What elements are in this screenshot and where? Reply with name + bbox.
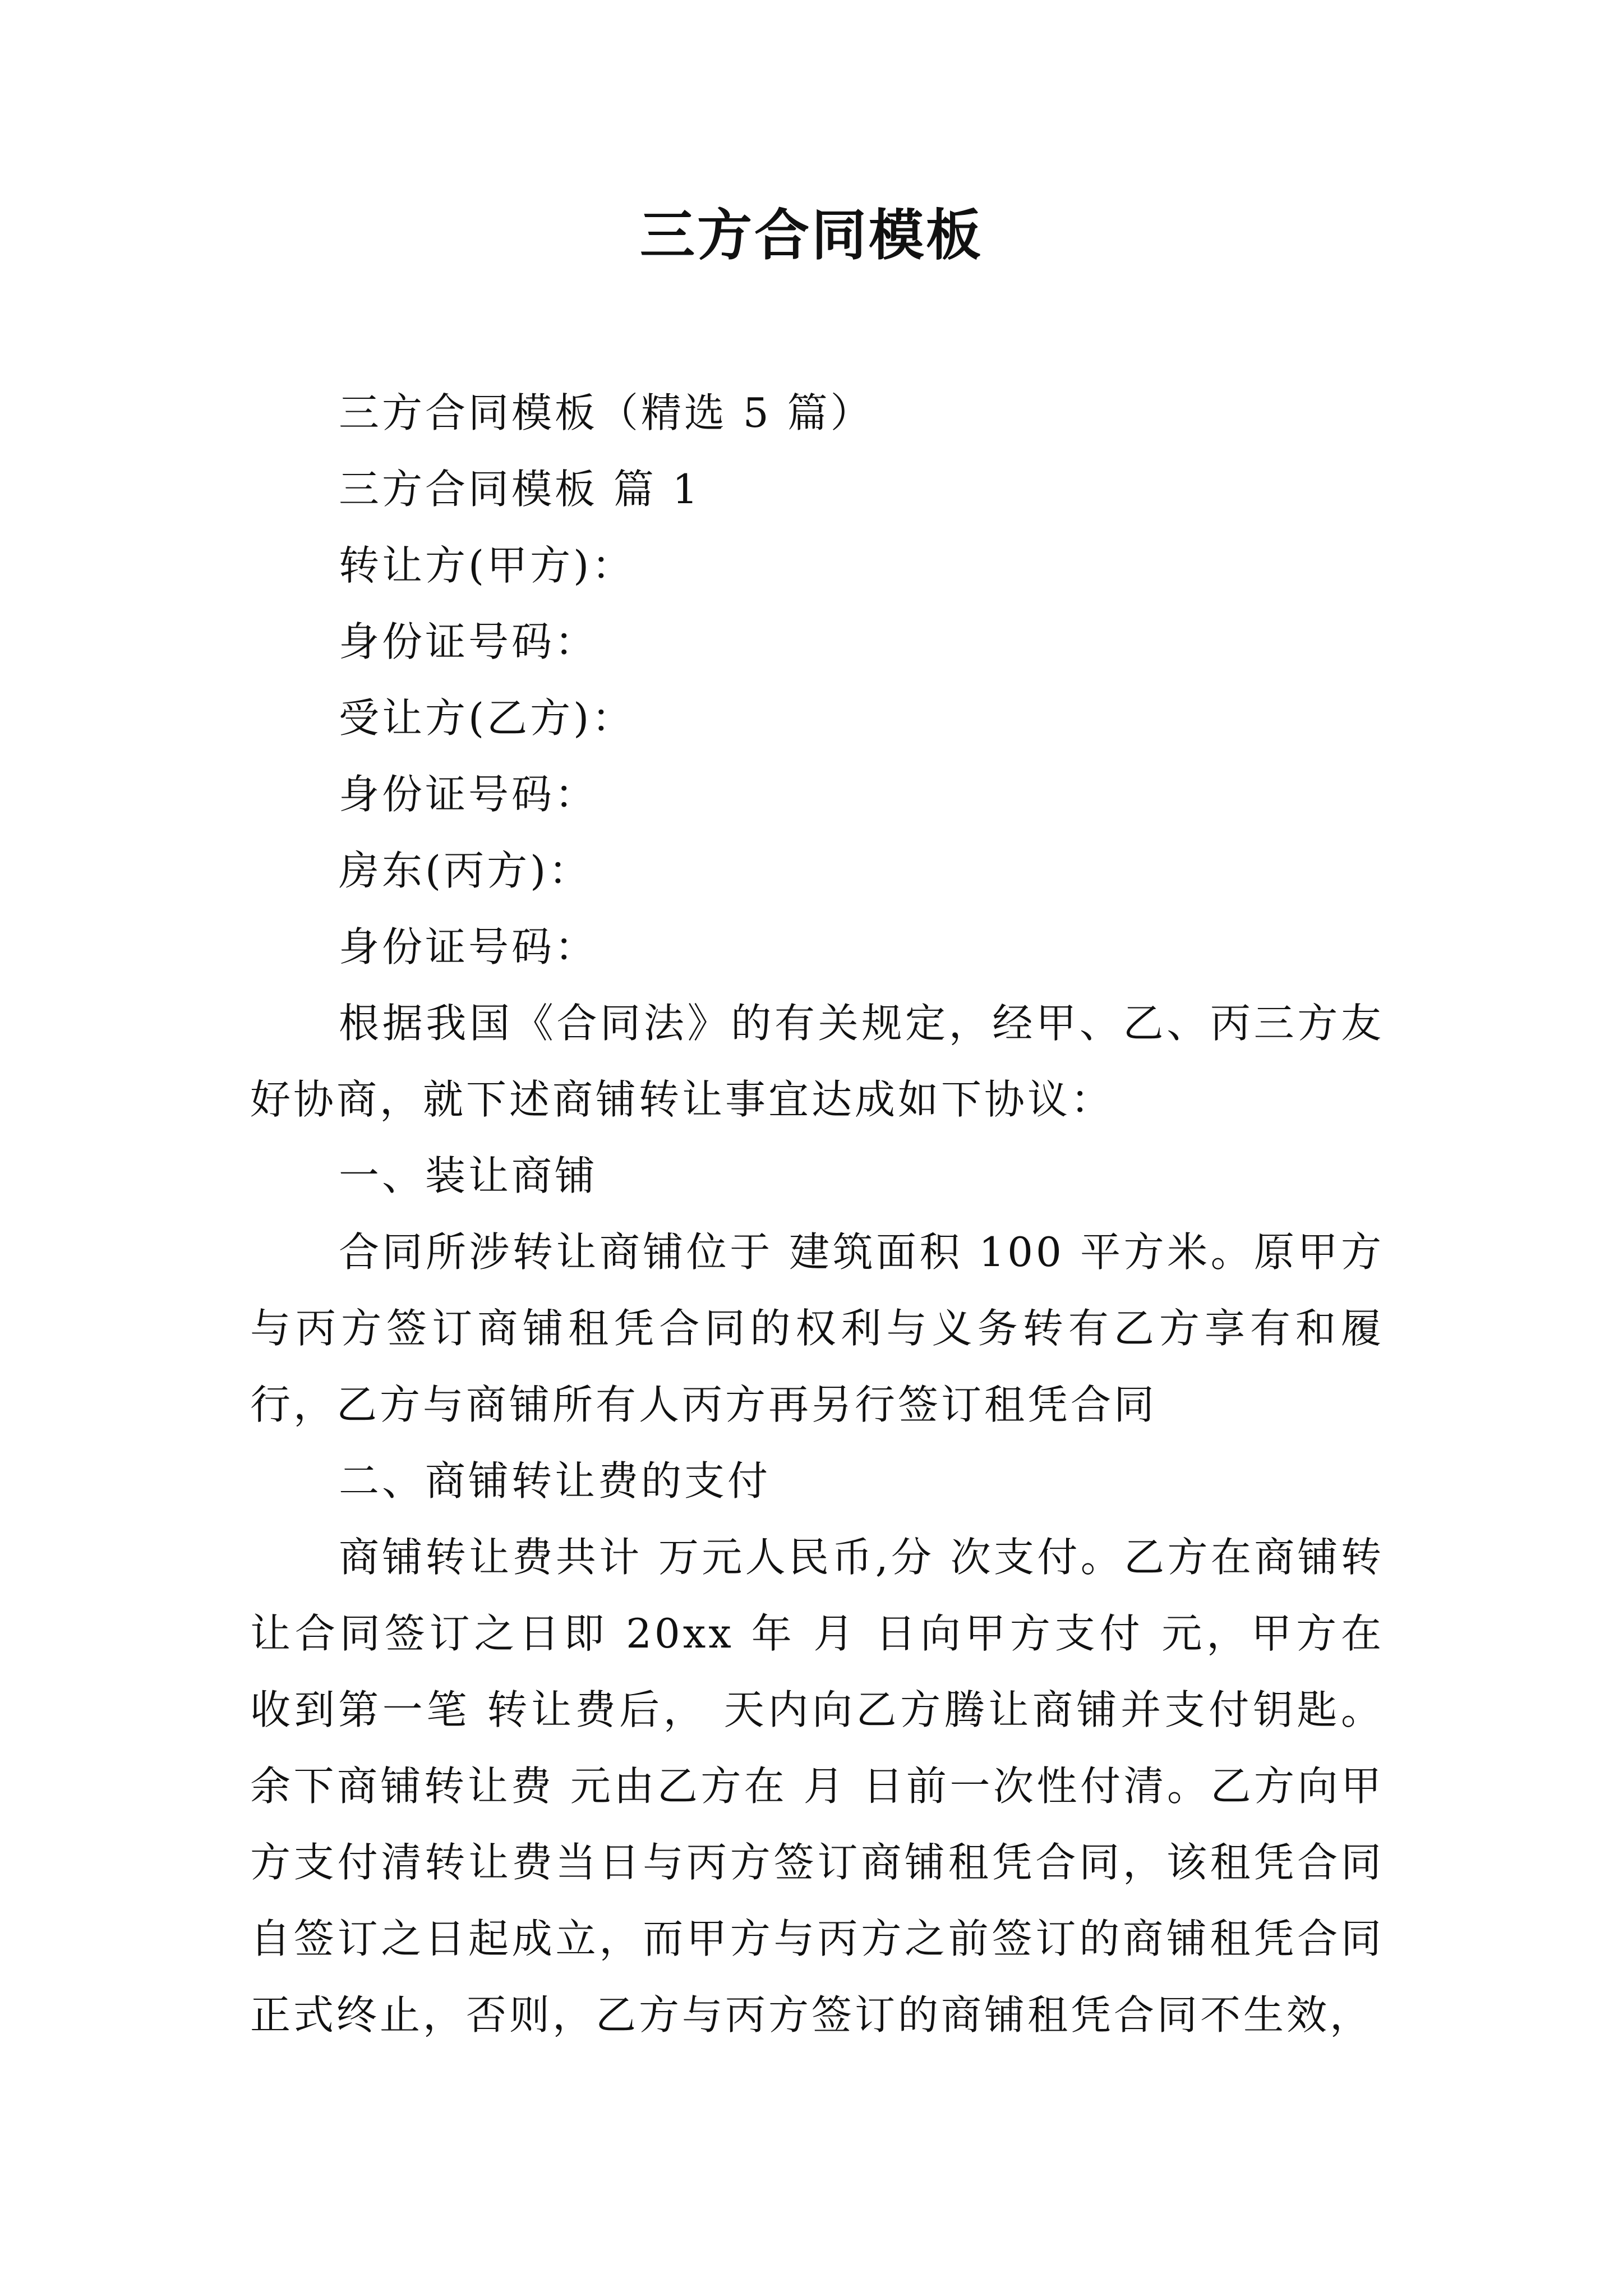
- section1-paragraph: 合同所涉转让商铺位于 建筑面积 100 平方米。原甲方与丙方签订商铺租凭合同的权利与义务转有乙方享有和履行，乙方与商铺所有人丙方再另行签订租凭合同: [250, 1228, 1384, 1428]
- intro-paragraph: 根据我国《合同法》的有关规定，经甲、乙、丙三方友好协商，就下述商铺转让事宜达成如下协议：: [250, 1000, 1384, 1123]
- field-transferor-id: 身份证号码：: [339, 618, 598, 665]
- field-landlord-id: 身份证号码：: [339, 923, 598, 970]
- section2-heading: 二、商铺转让费的支付: [339, 1457, 771, 1504]
- document-body: [250, 375, 1384, 2053]
- section1-heading: 一、装让商铺: [339, 1152, 598, 1199]
- field-landlord: 房东(丙方)：: [339, 847, 592, 894]
- document-subtitle: 三方合同模板（精选 5 篇）: [339, 389, 874, 436]
- field-transferor: 转让方(甲方)：: [339, 542, 635, 589]
- field-transferee-id: 身份证号码：: [339, 771, 598, 818]
- document-title: 三方合同模板: [639, 203, 983, 268]
- section-heading: 三方合同模板 篇 1: [339, 466, 701, 513]
- section2-paragraph: 商铺转让费共计 万元人民币,分 次支付。乙方在商铺转让合同签订之日即 20xx 年 月 日向甲方支付 元，甲方在收到第一笔 转让费后， 天内向乙方腾让商铺并支付钥匙。余下商铺转让费 元由乙方在 月 日前一次性付清。乙方向甲方支付清转让费当日与丙方签订商铺租凭合同，该租凭合同自签订之日起成立，而甲方与丙方之前签订的商铺租凭合同正式终止，否则，乙方与丙方签订的商铺租凭合同不生效，: [250, 1534, 1384, 2039]
- field-transferee: 受让方(乙方)：: [339, 694, 635, 742]
